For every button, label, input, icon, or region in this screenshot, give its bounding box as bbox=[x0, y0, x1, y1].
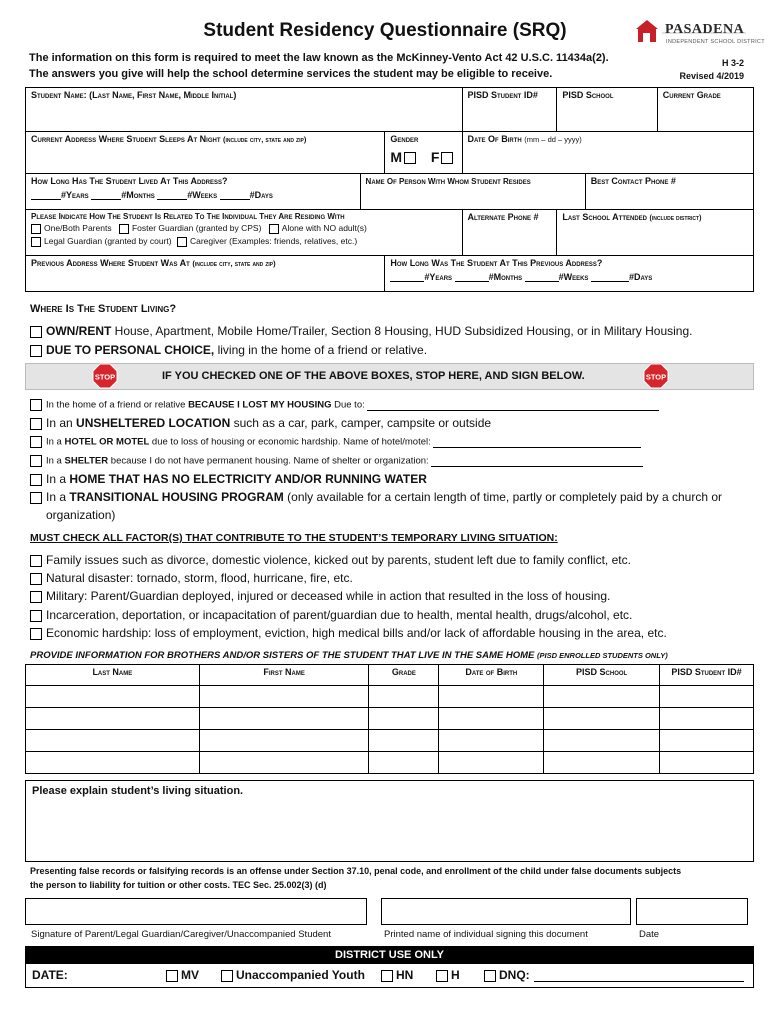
district-unaccompanied-checkbox[interactable] bbox=[221, 970, 233, 982]
printed-name-box[interactable] bbox=[381, 898, 631, 925]
transitional-pre: In a bbox=[46, 490, 70, 504]
last-school-note: (include district) bbox=[649, 215, 702, 222]
stop-message: IF YOU CHECKED ONE OF THE ABOVE BOXES, STOP HERE, AND SIGN BELOW. bbox=[162, 370, 585, 382]
district-h-checkbox[interactable] bbox=[436, 970, 448, 982]
alt-phone-label: Alternate Phone # bbox=[467, 212, 539, 222]
person-resides-field[interactable] bbox=[360, 174, 585, 210]
hotel-post: due to loss of housing or economic hardship. Name of hotel/motel: bbox=[149, 436, 431, 448]
transitional-bold: TRANSITIONAL HOUSING PROGRAM bbox=[69, 490, 284, 504]
prev-how-long-label: How Long Was The Student At This Previous Address? bbox=[390, 258, 603, 268]
shelter-bold: SHELTER bbox=[64, 455, 109, 467]
factor-military-label: Military: Parent/Guardian deployed, injured or deceased while in action that resulted in the loss of housing. bbox=[46, 589, 611, 603]
factor-incarceration-label: Incarceration, deportation, or incapacitation of parent/guardian due to health, mental health, drugs/alcohol, etc. bbox=[46, 608, 633, 622]
factor-economic-checkbox[interactable] bbox=[30, 628, 42, 640]
gender-f-checkbox[interactable] bbox=[441, 152, 453, 164]
stop-sign-text-left: STOP bbox=[94, 372, 116, 382]
last-school-field[interactable] bbox=[557, 210, 754, 256]
info-line-1: The information on this form is required to meet the law known as the McKinney-Vento Act 42 U.S.C. 11434a(2). bbox=[29, 52, 609, 64]
lost-housing-post: Due to: bbox=[331, 399, 365, 411]
revised-date: Revised 4/2019 bbox=[679, 71, 744, 81]
factor-row-economic bbox=[30, 626, 667, 640]
sib-col-school: PISD School bbox=[544, 665, 660, 686]
unsheltered-row bbox=[30, 416, 491, 430]
last-school-label: Last School Attended bbox=[562, 212, 648, 222]
no-utilities-pre: In a bbox=[46, 472, 70, 486]
alt-phone-field[interactable] bbox=[462, 210, 557, 256]
prev-how-long-field[interactable] bbox=[385, 256, 754, 292]
stop-sign-text-right: STOP bbox=[645, 372, 667, 382]
factor-family-checkbox[interactable] bbox=[30, 555, 42, 567]
how-long-label: How Long Has The Student Lived At This Address? bbox=[31, 176, 228, 186]
relation-label: Please Indicate How The Student Is Related To The Individual They Are Residing With bbox=[31, 212, 345, 221]
pisd-id-label: PISD Student ID# bbox=[467, 90, 538, 100]
rel-caregiver-checkbox[interactable] bbox=[177, 237, 187, 247]
date-label: Date bbox=[639, 929, 660, 940]
district-dnq bbox=[484, 968, 744, 982]
gender-m-checkbox[interactable] bbox=[404, 152, 416, 164]
prev-address-label: Previous Address Where Student Was At bbox=[31, 258, 190, 268]
factor-disaster-label: Natural disaster: tornado, storm, flood, hurricane, fire, etc. bbox=[46, 571, 353, 585]
district-hn bbox=[381, 968, 413, 982]
current-address-field[interactable] bbox=[26, 132, 385, 174]
factor-disaster-checkbox[interactable] bbox=[30, 573, 42, 585]
gender-label: Gender bbox=[390, 134, 419, 144]
person-resides-label: Name Of Person With Whom Student Resides bbox=[365, 177, 531, 186]
transitional-continued: organization) bbox=[46, 508, 116, 522]
prev-days-label: #Days bbox=[628, 272, 653, 282]
personal-choice-bold: DUE TO PERSONAL CHOICE, bbox=[46, 343, 215, 357]
transitional-row bbox=[30, 490, 722, 504]
prev-address-note: (include city, state and zip) bbox=[192, 259, 276, 268]
factors-heading: MUST CHECK ALL FACTOR(S) THAT CONTRIBUTE TO THE STUDENT’S TEMPORARY LIVING SITUATION: bbox=[30, 532, 558, 544]
personal-choice-row bbox=[30, 343, 427, 357]
dob-label: Date Of Birth bbox=[467, 134, 522, 144]
district-dnq-input[interactable] bbox=[534, 981, 744, 982]
current-address-note: (include city, state and zip) bbox=[223, 135, 307, 144]
student-name-label: Student Name: (Last Name, First Name, Middle Initial) bbox=[31, 90, 237, 100]
stop-sign-icon bbox=[92, 363, 118, 389]
months-label: #Months bbox=[121, 190, 155, 200]
current-grade-label: Current Grade bbox=[662, 90, 721, 100]
district-unaccompanied-label: Unaccompanied Youth bbox=[236, 968, 365, 982]
sib-col-first-name: First Name bbox=[199, 665, 369, 686]
factor-military-checkbox[interactable] bbox=[30, 591, 42, 603]
rel-foster-checkbox[interactable] bbox=[119, 224, 129, 234]
prev-months-label: #Months bbox=[488, 272, 523, 282]
how-long-field[interactable] bbox=[26, 174, 361, 210]
lost-housing-pre: In the home of a friend or relative bbox=[46, 399, 189, 411]
district-mv-label: MV bbox=[181, 968, 199, 982]
unsheltered-bold: UNSHELTERED LOCATION bbox=[76, 416, 231, 430]
rel-alone-label: Alone with NO adult(s) bbox=[281, 223, 367, 233]
personal-choice-checkbox[interactable] bbox=[30, 345, 42, 357]
legal-text-2: the person to liability for tuition or other costs. TEC Sec. 25.002(3) (d) bbox=[30, 880, 327, 890]
factor-incarceration-checkbox[interactable] bbox=[30, 610, 42, 622]
explain-label: Please explain student’s living situation. bbox=[32, 785, 244, 797]
lost-housing-row bbox=[30, 399, 659, 411]
info-line-2: The answers you give will help the school determine services the student may be eligible to receive. bbox=[29, 68, 553, 80]
own-rent-checkbox[interactable] bbox=[30, 326, 42, 338]
shelter-checkbox[interactable] bbox=[30, 455, 42, 467]
table-row bbox=[26, 752, 754, 774]
relation-field bbox=[26, 210, 463, 256]
prev-years-label: #Years bbox=[424, 272, 453, 282]
shelter-post: because I do not have permanent housing. Name of shelter or organization: bbox=[108, 455, 429, 467]
no-utilities-checkbox[interactable] bbox=[30, 474, 42, 486]
printed-name-label: Printed name of individual signing this document bbox=[384, 929, 588, 940]
district-use-row bbox=[25, 964, 754, 988]
best-phone-label: Best Contact Phone # bbox=[590, 176, 676, 186]
personal-choice-text: living in the home of a friend or relative. bbox=[214, 343, 428, 357]
hotel-input[interactable] bbox=[433, 447, 641, 448]
living-heading: Where Is The Student Living? bbox=[30, 303, 177, 315]
rel-parents-checkbox[interactable] bbox=[31, 224, 41, 234]
form-code: H 3-2 bbox=[721, 58, 744, 68]
lost-housing-bold: BECAUSE I LOST MY HOUSING bbox=[188, 399, 332, 411]
district-hn-label: HN bbox=[396, 968, 414, 982]
rel-caregiver-label: Caregiver (Examples: friends, relatives, etc.) bbox=[189, 235, 358, 246]
hotel-bold: HOTEL OR MOTEL bbox=[64, 436, 150, 448]
factor-row-disaster bbox=[30, 571, 353, 585]
district-dnq-checkbox[interactable] bbox=[484, 970, 496, 982]
signature-label: Signature of Parent/Legal Guardian/Caregiver/Unaccompanied Student bbox=[31, 929, 331, 940]
factor-family-label: Family issues such as divorce, domestic violence, kicked out by parents, student left due to family conflict, etc. bbox=[46, 553, 631, 567]
district-dnq-label: DNQ: bbox=[499, 968, 530, 982]
lost-housing-input[interactable] bbox=[367, 410, 659, 411]
legal-text-1: Presenting false records or falsifying records is an offense under Section 37.10, penal code, and enrollment of the child under false documents subjects bbox=[30, 866, 682, 876]
district-date-label: DATE: bbox=[32, 968, 68, 982]
hotel-pre: In a bbox=[46, 436, 65, 448]
current-address-label: Current Address Where Student Sleeps At Night bbox=[31, 134, 221, 144]
own-rent-bold: OWN/RENT bbox=[46, 324, 112, 338]
transitional-post: (only available for a certain length of time, partly or completely paid by a church or bbox=[283, 490, 723, 504]
best-phone-field[interactable] bbox=[585, 174, 753, 210]
gender-f-label: F bbox=[430, 149, 440, 165]
pisd-id-field[interactable] bbox=[462, 88, 557, 132]
factor-row-military bbox=[30, 589, 610, 603]
siblings-heading-row bbox=[30, 650, 668, 661]
table-row bbox=[26, 686, 754, 708]
gender-m-label: M bbox=[390, 149, 403, 165]
page-title: Student Residency Questionnaire (SRQ) bbox=[203, 20, 567, 41]
logo-subtitle: INDEPENDENT SCHOOL DISTRICT bbox=[666, 39, 765, 45]
shelter-input[interactable] bbox=[431, 466, 643, 467]
prev-address-field[interactable] bbox=[26, 256, 385, 292]
hotel-checkbox[interactable] bbox=[30, 436, 42, 448]
gender-field bbox=[385, 132, 462, 174]
own-rent-row bbox=[30, 324, 692, 338]
siblings-heading: PROVIDE INFORMATION FOR BROTHERS AND/OR SISTERS OF THE STUDENT THAT LIVE IN THE SAME HOME bbox=[30, 650, 535, 661]
factor-row-incarceration bbox=[30, 608, 632, 622]
rel-legal-label: Legal Guardian (granted by court) bbox=[44, 235, 172, 246]
pisd-school-field[interactable] bbox=[557, 88, 657, 132]
district-h bbox=[436, 968, 460, 982]
shelter-row bbox=[30, 455, 643, 467]
transitional-checkbox[interactable] bbox=[30, 492, 42, 504]
district-unaccompanied bbox=[221, 968, 365, 982]
prev-weeks-label: #Weeks bbox=[558, 272, 589, 282]
sib-col-last-name: Last Name bbox=[26, 665, 200, 686]
pisd-school-label: PISD School bbox=[562, 90, 614, 100]
factor-economic-label: Economic hardship: loss of employment, eviction, high medical bills and/or lack of affordable housing in the area, etc. bbox=[46, 626, 667, 640]
rel-foster-label: Foster Guardian (granted by CPS) bbox=[131, 223, 262, 233]
student-info-table bbox=[25, 87, 754, 292]
signature-box[interactable] bbox=[25, 898, 367, 925]
unsheltered-checkbox[interactable] bbox=[30, 418, 42, 430]
years-label: #Years bbox=[61, 190, 89, 200]
shelter-pre: In a bbox=[46, 455, 65, 467]
student-name-field[interactable] bbox=[26, 88, 463, 132]
unsheltered-pre: In an bbox=[46, 416, 77, 430]
district-h-label: H bbox=[451, 968, 460, 982]
weeks-label: #Weeks bbox=[187, 190, 218, 200]
district-mv-checkbox[interactable] bbox=[166, 970, 178, 982]
stop-sign-icon-right bbox=[643, 363, 669, 389]
siblings-table bbox=[25, 664, 754, 774]
days-label: #Days bbox=[249, 190, 273, 200]
sib-col-grade: Grade bbox=[369, 665, 439, 686]
siblings-heading-note: (PISD ENROLLED STUDENTS ONLY) bbox=[537, 651, 668, 660]
unsheltered-post: such as a car, park, camper, campsite or outside bbox=[230, 416, 492, 430]
table-row bbox=[26, 730, 754, 752]
current-grade-field[interactable] bbox=[657, 88, 753, 132]
rel-parents-label: One/Both Parents bbox=[44, 223, 112, 233]
district-use-heading: DISTRICT USE ONLY bbox=[25, 946, 754, 964]
rel-legal-checkbox[interactable] bbox=[31, 237, 41, 247]
own-rent-text: House, Apartment, Mobile Home/Trailer, Section 8 Housing, HUD Subsidized Housing, or in Military Housing. bbox=[111, 324, 693, 338]
no-utilities-row bbox=[30, 472, 427, 486]
explain-box[interactable] bbox=[25, 780, 754, 862]
no-utilities-bold: HOME THAT HAS NO ELECTRICITY AND/OR RUNNING WATER bbox=[69, 472, 427, 486]
lost-housing-checkbox[interactable] bbox=[30, 399, 42, 411]
sib-col-dob: Date of Birth bbox=[439, 665, 544, 686]
rel-alone-checkbox[interactable] bbox=[269, 224, 279, 234]
sib-col-id: PISD Student ID# bbox=[660, 665, 754, 686]
table-row bbox=[26, 708, 754, 730]
date-box[interactable] bbox=[636, 898, 748, 925]
dob-field[interactable] bbox=[462, 132, 754, 174]
logo-name: PASADENA bbox=[665, 22, 745, 37]
hotel-row bbox=[30, 436, 641, 448]
district-hn-checkbox[interactable] bbox=[381, 970, 393, 982]
dob-format: (mm – dd – yyyy) bbox=[524, 135, 582, 144]
district-mv bbox=[166, 968, 199, 982]
factor-row-family bbox=[30, 553, 631, 567]
